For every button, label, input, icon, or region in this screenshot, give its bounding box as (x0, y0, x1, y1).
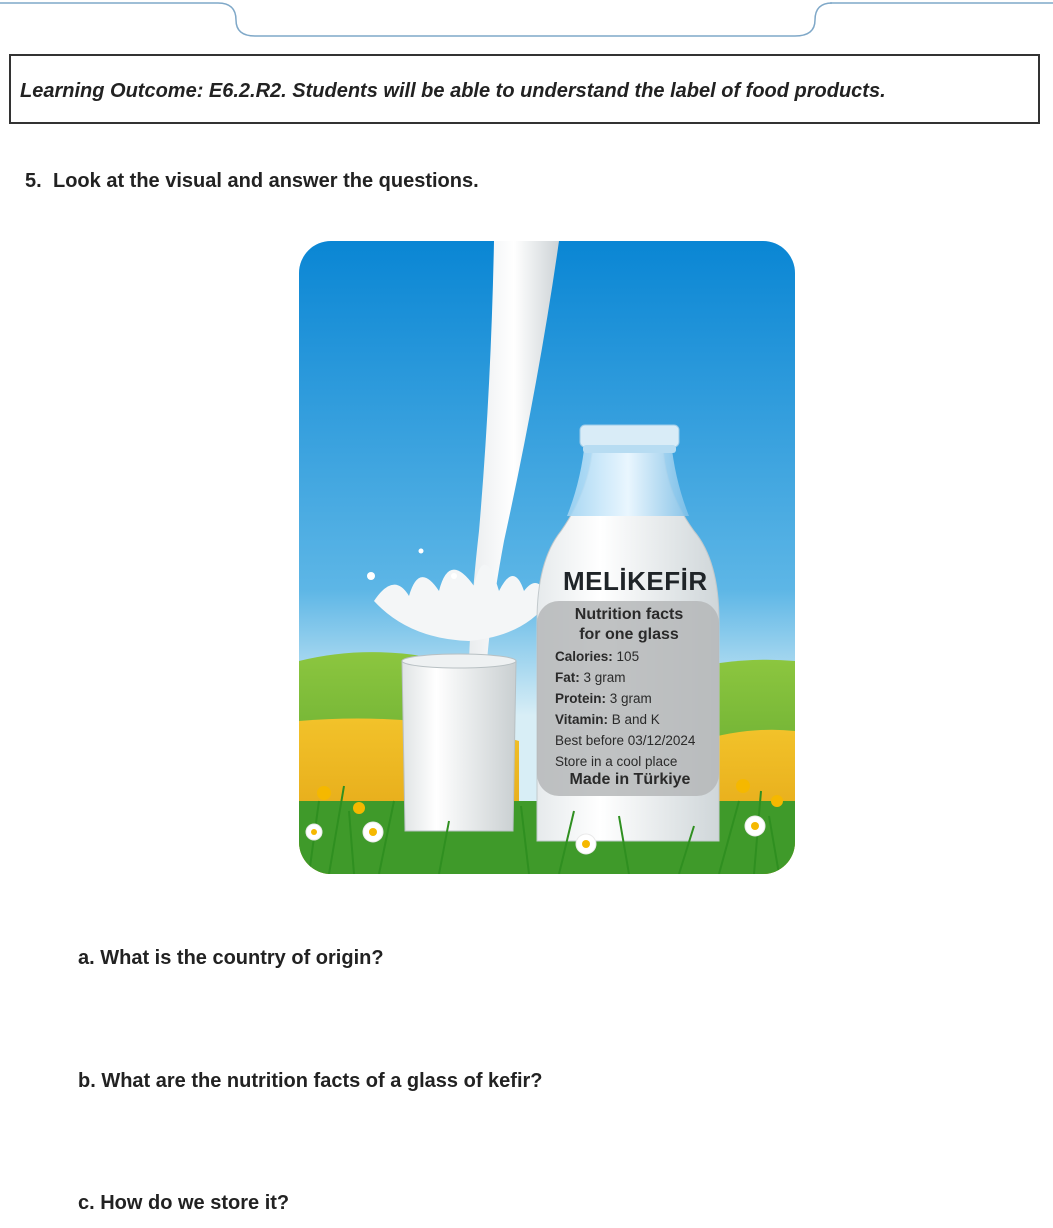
nutrition-heading-line2: for one glass (579, 626, 679, 643)
instruction (25, 170, 479, 193)
fact-label: Calories: (555, 649, 613, 664)
best-before: Best before 03/12/2024 (555, 733, 696, 748)
nutrition-heading-line1: Nutrition facts (574, 606, 684, 623)
fact-value: 105 (616, 649, 640, 664)
fact-vitamin (555, 712, 660, 727)
learning-outcome-text: Learning Outcome: E6.2.R2. Students will be able to understand the label of food products. (20, 80, 886, 102)
fact-label: Fat: (555, 670, 580, 685)
fact-value: B and K (611, 712, 660, 727)
fact-value: 3 gram (609, 691, 652, 706)
country-of-origin: Made in Türkiye (569, 771, 691, 788)
storage-instruction: Store in a cool place (555, 754, 678, 769)
question-b: b. What are the nutrition facts of a glass of kefir? (78, 1070, 543, 1092)
learning-outcome-box (9, 54, 1040, 124)
instruction-number: 5. (25, 170, 42, 192)
fact-calories (555, 649, 639, 664)
header-tab-decoration (0, 0, 1053, 40)
fact-label: Protein: (555, 691, 607, 706)
fact-protein (555, 691, 652, 706)
fact-value: 3 gram (583, 670, 626, 685)
fact-label: Vitamin: (555, 712, 609, 727)
product-label (537, 560, 727, 795)
question-c: c. How do we store it? (78, 1192, 290, 1214)
instruction-text: Look at the visual and answer the questions. (53, 170, 479, 192)
question-a: a. What is the country of origin? (78, 947, 384, 969)
brand-name: MELİKEFİR (563, 566, 708, 596)
fact-fat (555, 670, 626, 685)
